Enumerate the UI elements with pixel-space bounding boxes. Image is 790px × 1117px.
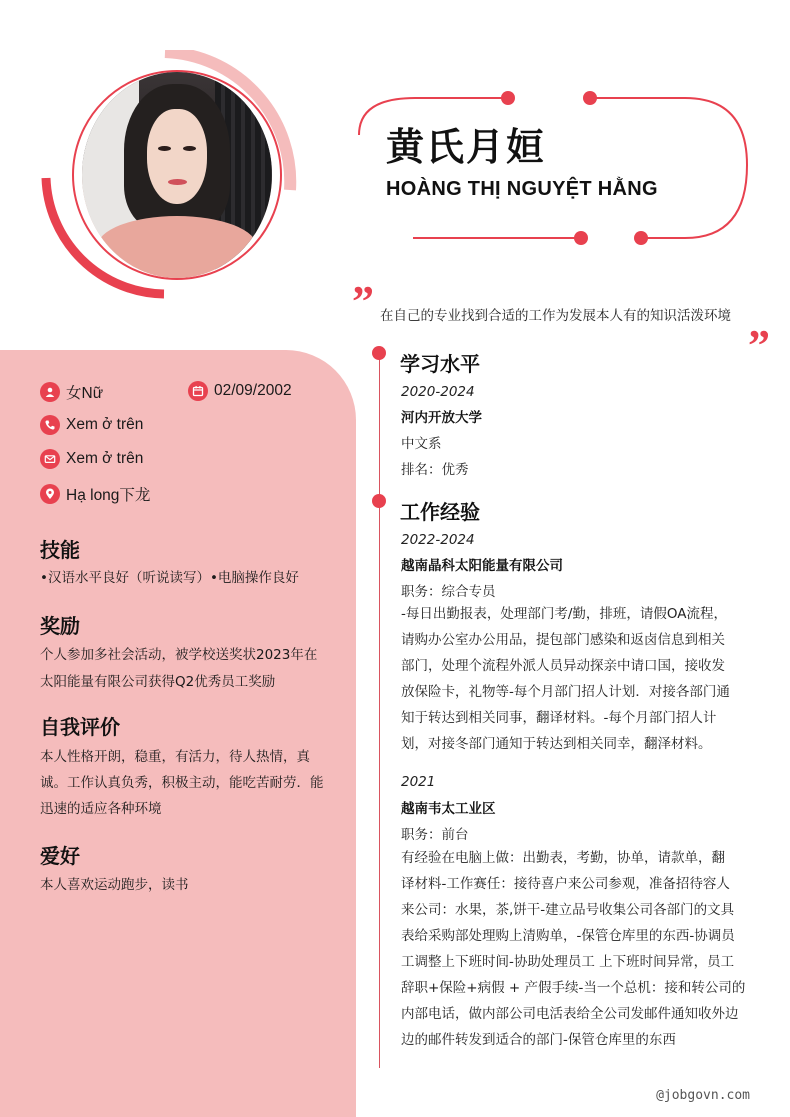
user-icon bbox=[40, 382, 60, 402]
job-description-line: 请购办公室办公用品，提包部门感染和返卤信息到相关 bbox=[401, 632, 725, 648]
job-description-line: 划，对接冬部门通知于转达到相关同幸，翻泽材料。 bbox=[401, 736, 712, 752]
gender-value: 女Nữ bbox=[66, 385, 104, 402]
contact-phone bbox=[40, 415, 143, 435]
job-description-line: 放保险卡，礼物等-每个月部门招人计划．对接各部门通 bbox=[401, 684, 730, 700]
timeline-dot bbox=[372, 346, 386, 360]
timeline-dot bbox=[372, 494, 386, 508]
self-eval-line: 迅速的适应各种环境 bbox=[40, 801, 162, 817]
experience-title: 工作经验 bbox=[400, 500, 480, 524]
job-date: 2022-2024 bbox=[401, 532, 475, 548]
skills-title: 技能 bbox=[40, 538, 80, 562]
education-title: 学习水平 bbox=[400, 352, 480, 376]
self-eval-line: 诚。工作认真负秀，积极主动，能吃苦耐劳．能 bbox=[40, 775, 324, 791]
skills-text: •汉语水平良好（听说读写）•电脑操作良好 bbox=[40, 570, 299, 586]
quote-open-icon: ” bbox=[352, 277, 374, 326]
awards-line: 太阳能量有限公司获得Q2优秀员工奖励 bbox=[40, 674, 276, 690]
contact-email bbox=[40, 449, 143, 469]
job-company: 越南晶科太阳能量有限公司 bbox=[401, 558, 563, 574]
quote-close-icon: ” bbox=[748, 321, 770, 370]
phone-value: Xem ở trên bbox=[66, 416, 144, 433]
job-description-line: 辞职+保险+病假 + 产假手续-当一个总机：接和转公司的 bbox=[401, 980, 746, 996]
education-major: 中文系 bbox=[401, 436, 442, 452]
name-chinese: 黄氏月姮 bbox=[386, 125, 547, 169]
contact-gender bbox=[40, 381, 103, 403]
job-description-line: -每日出勤报表，处理部门考/勤，排班，请假OA流程， bbox=[401, 606, 728, 622]
job-description-line: 表给采购部处理购上清购单，-保管仓库里的东西-协调员 bbox=[401, 928, 735, 944]
profile-photo-block bbox=[40, 50, 300, 300]
job-description-line: 知于转达到相关同事，翻译材料。-每个月部门招人计 bbox=[401, 710, 717, 726]
education-rank: 排名：优秀 bbox=[401, 462, 469, 478]
job-description-line: 来公司：水果，茶,饼干-建立品号收集公司各部门的文具 bbox=[401, 902, 735, 918]
education-school: 河内开放大学 bbox=[401, 410, 482, 426]
job-date: 2021 bbox=[401, 774, 436, 790]
watermark: @jobgovn.com bbox=[656, 1088, 750, 1103]
job-description-line: 内部电话，做内部公司电活表给全公司发邮件通知收外边 bbox=[401, 1006, 739, 1022]
contact-birthdate bbox=[188, 381, 292, 401]
job-description bbox=[401, 845, 753, 1053]
self-eval-title: 自我评价 bbox=[40, 715, 120, 739]
job-description-line: 部门，处理个流程外派人员异动探亲中请口国，接收发 bbox=[401, 658, 725, 674]
mail-icon bbox=[40, 449, 60, 469]
contact-address bbox=[40, 483, 150, 505]
education-date: 2020-2024 bbox=[401, 384, 475, 400]
job-description bbox=[401, 601, 753, 757]
timeline-line bbox=[379, 350, 380, 1068]
job-company: 越南韦太工业区 bbox=[401, 801, 496, 817]
email-value: Xem ở trên bbox=[66, 450, 144, 467]
awards-line: 个人参加多社会活动，被学校送奖状2023年在 bbox=[40, 647, 318, 663]
self-eval-line: 本人性格开朗，稳重，有活力，待人热情，真 bbox=[40, 749, 310, 765]
birthdate-value: 02/09/2002 bbox=[214, 382, 292, 399]
job-description-line: 译材料-工作赛任：接待喜户来公司参观，准备招待容人 bbox=[401, 876, 730, 892]
job-description-line: 边的邮件转发到适合的部门-保管仓库里的东西 bbox=[401, 1032, 676, 1048]
job-position: 职务：综合专员 bbox=[401, 584, 496, 600]
location-pin-icon bbox=[40, 484, 60, 504]
address-value: Hạ long下龙 bbox=[66, 487, 151, 504]
profile-photo bbox=[82, 72, 272, 278]
hobbies-title: 爱好 bbox=[40, 844, 80, 868]
awards-title: 奖励 bbox=[40, 614, 80, 638]
name-vietnamese: HOÀNG THỊ NGUYỆT HẰNG bbox=[386, 178, 658, 200]
career-objective: 在自己的专业找到合适的工作为发展本人有的知识活泼环境 bbox=[380, 308, 731, 324]
hobbies-text: 本人喜欢运动跑步，读书 bbox=[40, 877, 189, 893]
phone-icon bbox=[40, 415, 60, 435]
calendar-icon bbox=[188, 381, 208, 401]
job-description-line: 工调整上下班时间-协助处理员工 上下班时间异常，员工 bbox=[401, 954, 735, 970]
job-position: 职务：前台 bbox=[401, 827, 469, 843]
job-description-line: 有经验在电脑上做：出勤表，考勤，协单，请款单，翻 bbox=[401, 850, 725, 866]
